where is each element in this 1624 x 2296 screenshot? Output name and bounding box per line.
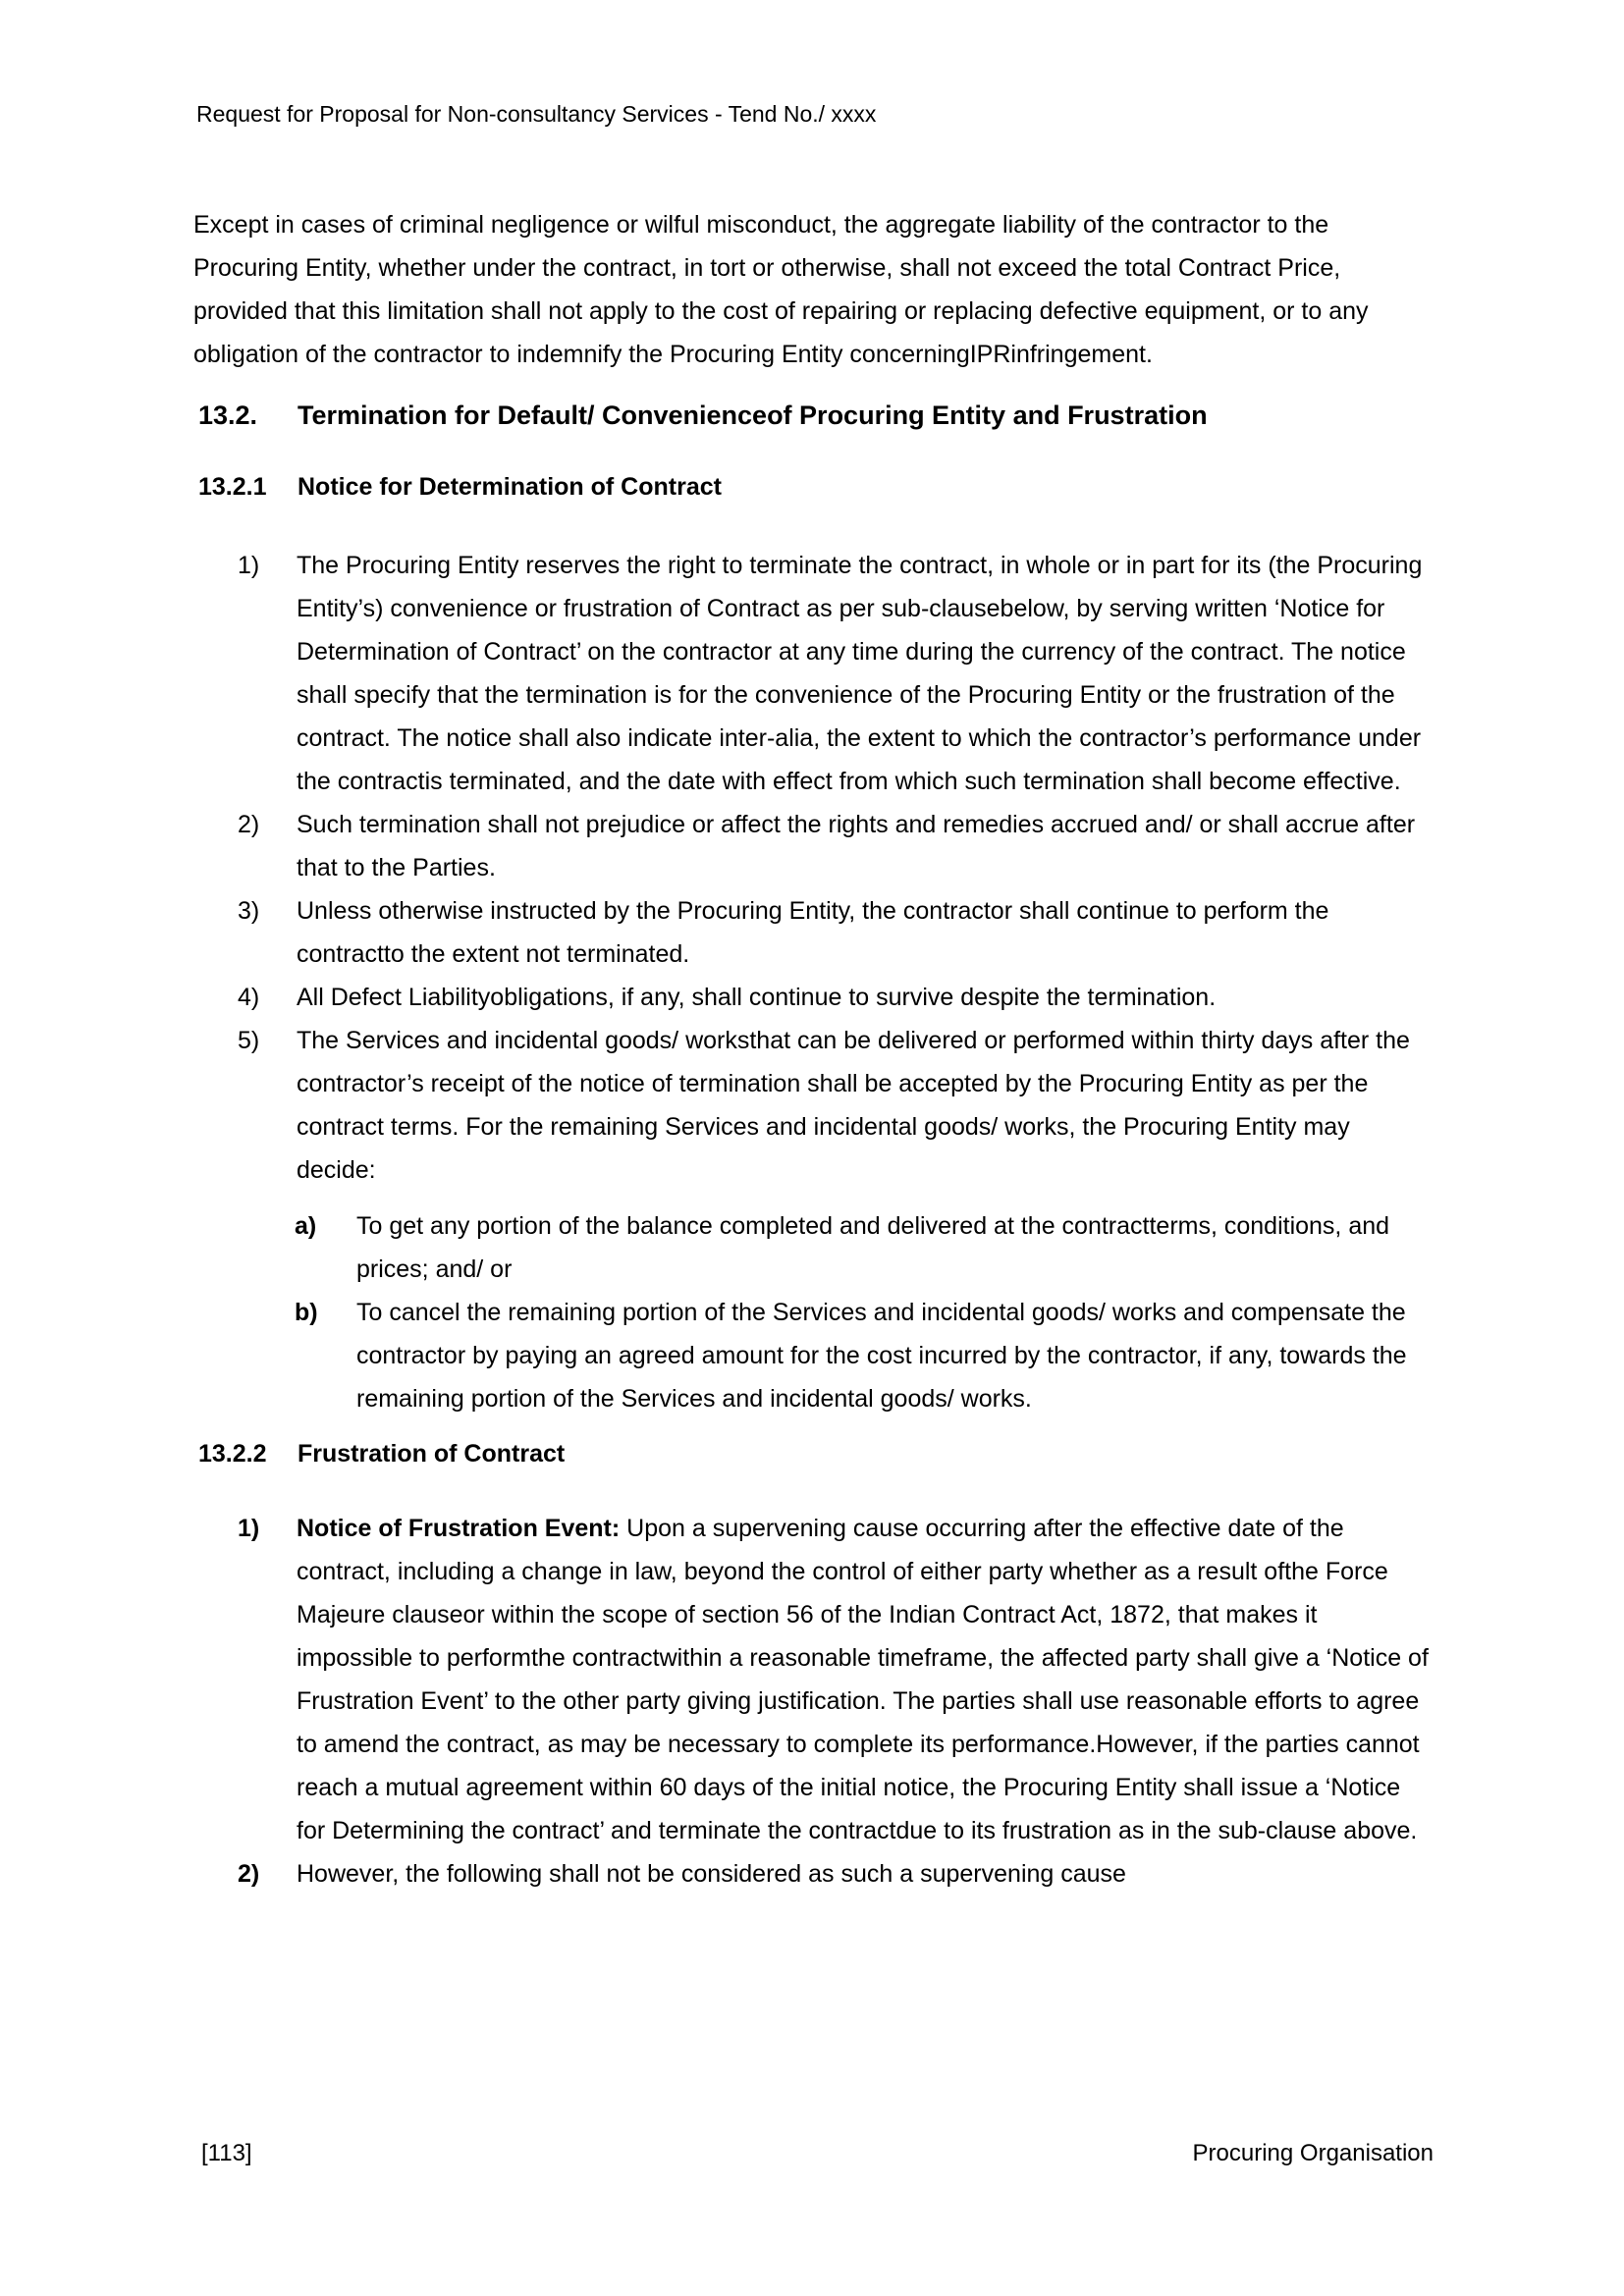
list-item (193, 1019, 1434, 1192)
list-marker: 1) (238, 1515, 260, 1542)
subsection-2-title: Frustration of Contract (298, 1440, 566, 1468)
list-marker: 4) (238, 984, 260, 1011)
subsection-2-number: 13.2.2 (198, 1440, 267, 1468)
subsection-1-sublist (193, 1204, 1434, 1420)
list-item (193, 544, 1434, 803)
list-text: To get any portion of the balance completed and delivered at the contractterms, conditions, and prices; and/ or (356, 1212, 1390, 1283)
page-header: Request for Proposal for Non-consultancy Services - Tend No./ xxxx (196, 101, 877, 127)
list-marker: 5) (238, 1027, 260, 1054)
page-footer (201, 2140, 1434, 2167)
section-title: Termination for Default/ Convenienceof Procuring Entity and Frustration (298, 400, 1208, 430)
list-item (193, 976, 1434, 1019)
list-item (193, 803, 1434, 889)
list-item (193, 1507, 1434, 1852)
intro-paragraph: Except in cases of criminal negligence or wilful misconduct, the aggregate liability of the contractor to the Procuring Entity, whether under the contract, in tort or otherwise, shall not exceed the total Contract Price, provided that this limitation shall not apply to the cost of repairing or replacing defective equipment, or to any obligation of the contractor to indemnify the Procuring Entity concerningIPRinfringement. (193, 211, 1369, 368)
list-text: Unless otherwise instructed by the Procuring Entity, the contractor shall continue to perform the contractto the extent not terminated. (297, 897, 1329, 968)
section-number: 13.2. (198, 400, 258, 430)
list-marker: a) (295, 1212, 317, 1240)
page-content (193, 203, 1434, 1896)
list-marker: 2) (238, 811, 260, 838)
page-number: [113] (201, 2140, 252, 2166)
list-text: However, the following shall not be considered as such a supervening cause (297, 1860, 1126, 1888)
subsection-1-number: 13.2.1 (198, 473, 267, 501)
list-marker: 3) (238, 897, 260, 925)
subsection-1-heading (193, 472, 1434, 502)
subsection-1-title: Notice for Determination of Contract (298, 473, 722, 501)
list-item (193, 1291, 1434, 1420)
list-item (193, 889, 1434, 976)
list-item (193, 1204, 1434, 1291)
list-marker: 2) (238, 1860, 260, 1888)
list-text (297, 1507, 1434, 1852)
list-text: The Procuring Entity reserves the right to terminate the contract, in whole or in part for its (the Procuring Entity’s) convenience or frustration of Contract as per sub-clausebelow, by serving written ‘Notice for Determination of Contract’ on the contractor at any time during the currency of the contract. The notice shall specify that the termination is for the convenience of the Procuring Entity or the frustration of the contract. The notice shall also indicate inter-alia, the extent to which the contractor’s performance under the contractis terminated, and the date with effect from which such termination shall become effective. (297, 552, 1423, 795)
section-heading (193, 399, 1434, 432)
list-marker: 1) (238, 552, 260, 579)
list-text: Such termination shall not prejudice or affect the rights and remedies accrued and/ or shall accrue after that to the Parties. (297, 811, 1416, 881)
list-text-body: Upon a supervening cause occurring after the effective date of the contract, including a change in law, beyond the control of either party whether as a result ofthe Force Majeure clauseor within the scope of section 56 of the Indian Contract Act, 1872, that makes it impossible to performthe contractwithin a reasonable timeframe, the affected party shall give a ‘Notice of Frustration Event’ to the other party giving justification. The parties shall use reasonable efforts to agree to amend the contract, as may be necessary to complete its performance.However, if the parties cannot reach a mutual agreement within 60 days of the initial notice, the Procuring Entity shall issue a ‘Notice for Determining the contract’ and terminate the contractdue to its frustration as in the sub-clause above. (297, 1515, 1429, 1844)
subsection-2-heading (193, 1439, 1434, 1468)
list-text-lead: Notice of Frustration Event: (297, 1515, 621, 1542)
list-item (193, 1852, 1434, 1896)
footer-org: Procuring Organisation (1192, 2140, 1434, 2166)
list-text: The Services and incidental goods/ worksthat can be delivered or performed within thirty days after the contractor’s receipt of the notice of termination shall be accepted by the Procuring Entity as per the contract terms. For the remaining Services and incidental goods/ works, the Procuring Entity may decide: (297, 1027, 1410, 1184)
list-text: All Defect Liabilityobligations, if any, shall continue to survive despite the termination. (297, 984, 1217, 1011)
list-text: To cancel the remaining portion of the Services and incidental goods/ works and compensate the contractor by paying an agreed amount for the cost incurred by the contractor, if any, towards the remaining portion of the Services and incidental goods/ works. (356, 1299, 1407, 1413)
subsection-2-list (193, 1507, 1434, 1896)
subsection-1-list (193, 544, 1434, 1192)
list-marker: b) (295, 1299, 318, 1326)
